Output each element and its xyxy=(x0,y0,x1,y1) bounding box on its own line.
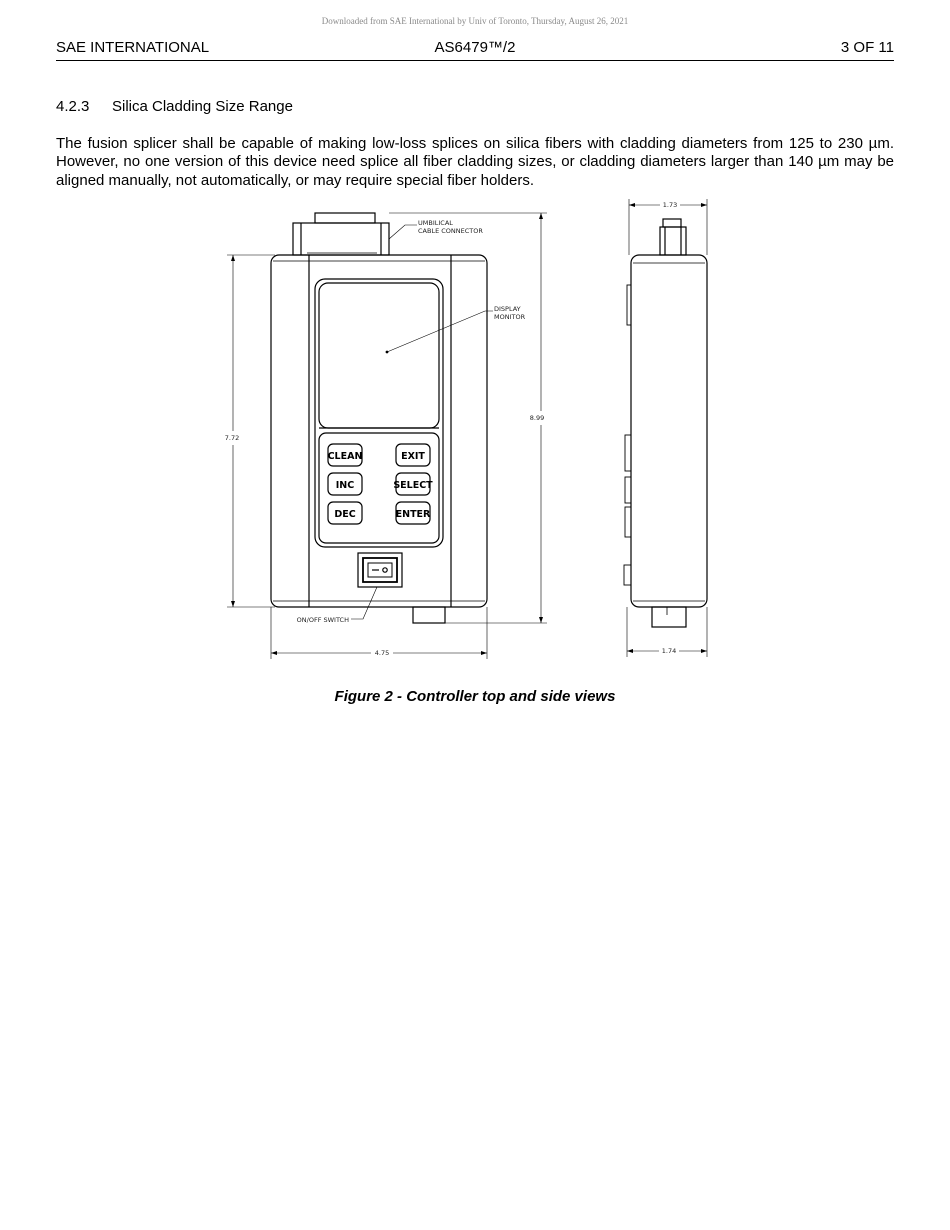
display-monitor xyxy=(319,283,439,428)
side-bottom-plug xyxy=(652,607,686,627)
header-organization: SAE INTERNATIONAL xyxy=(56,39,210,56)
section-heading xyxy=(56,98,293,115)
dimension-front-width: 4.75 xyxy=(374,649,390,657)
section-number: 4.2.3 xyxy=(56,98,90,115)
dimension-side-top: 1.73 xyxy=(662,201,678,209)
connector-cap xyxy=(315,213,375,223)
download-watermark: Downloaded from SAE International by Univ of Toronto, Thursday, August 26, 2021 xyxy=(321,16,629,26)
section-title: Silica Cladding Size Range xyxy=(112,98,293,115)
controller-drawing xyxy=(215,195,735,665)
enter-key-label: ENTER xyxy=(395,509,431,520)
umbilical-callout-line1: UMBILICAL xyxy=(418,219,453,227)
controller-body xyxy=(271,255,487,607)
header-page-number: 3 OF 11 xyxy=(840,39,894,56)
bottom-plug xyxy=(413,607,445,623)
dimension-side-bottom: 1.74 xyxy=(661,647,677,655)
side-connector-cap xyxy=(663,219,681,227)
switch-callout: ON/OFF SWITCH xyxy=(296,616,349,624)
select-key-label: SELECT xyxy=(393,480,433,491)
dec-key-label: DEC xyxy=(334,509,356,520)
inc-key-label: INC xyxy=(335,480,355,491)
umbilical-leader xyxy=(389,225,417,239)
front-panel xyxy=(315,279,443,547)
page-header xyxy=(56,38,894,61)
body-paragraph: The fusion splicer shall be capable of making low-loss splices on silica fibers with cladding diameters from 125 to 230 µm. However, no one version of this device need splice all fiber cladding sizes, or cladding diameters larger than 140 µm may be aligned manually, not automatically, or may require special fiber holders. xyxy=(56,135,894,189)
display-leader xyxy=(387,311,493,352)
figure-caption: Figure 2 - Controller top and side views xyxy=(334,688,616,705)
switch-leader xyxy=(351,587,377,619)
header-document-number: AS6479™/2 xyxy=(434,39,516,56)
display-callout-line2: MONITOR xyxy=(494,313,526,321)
display-callout-line1: DISPLAY xyxy=(494,305,521,313)
side-body xyxy=(631,255,707,607)
dimension-total-height: 8.99 xyxy=(529,414,545,422)
dimension-body-height: 7.72 xyxy=(224,434,240,442)
umbilical-connector xyxy=(293,223,389,255)
clean-key-label: CLEAN xyxy=(327,451,363,462)
umbilical-callout-line2: CABLE CONNECTOR xyxy=(418,227,483,235)
exit-key-label: EXIT xyxy=(401,451,425,462)
controller-figure xyxy=(215,195,735,665)
